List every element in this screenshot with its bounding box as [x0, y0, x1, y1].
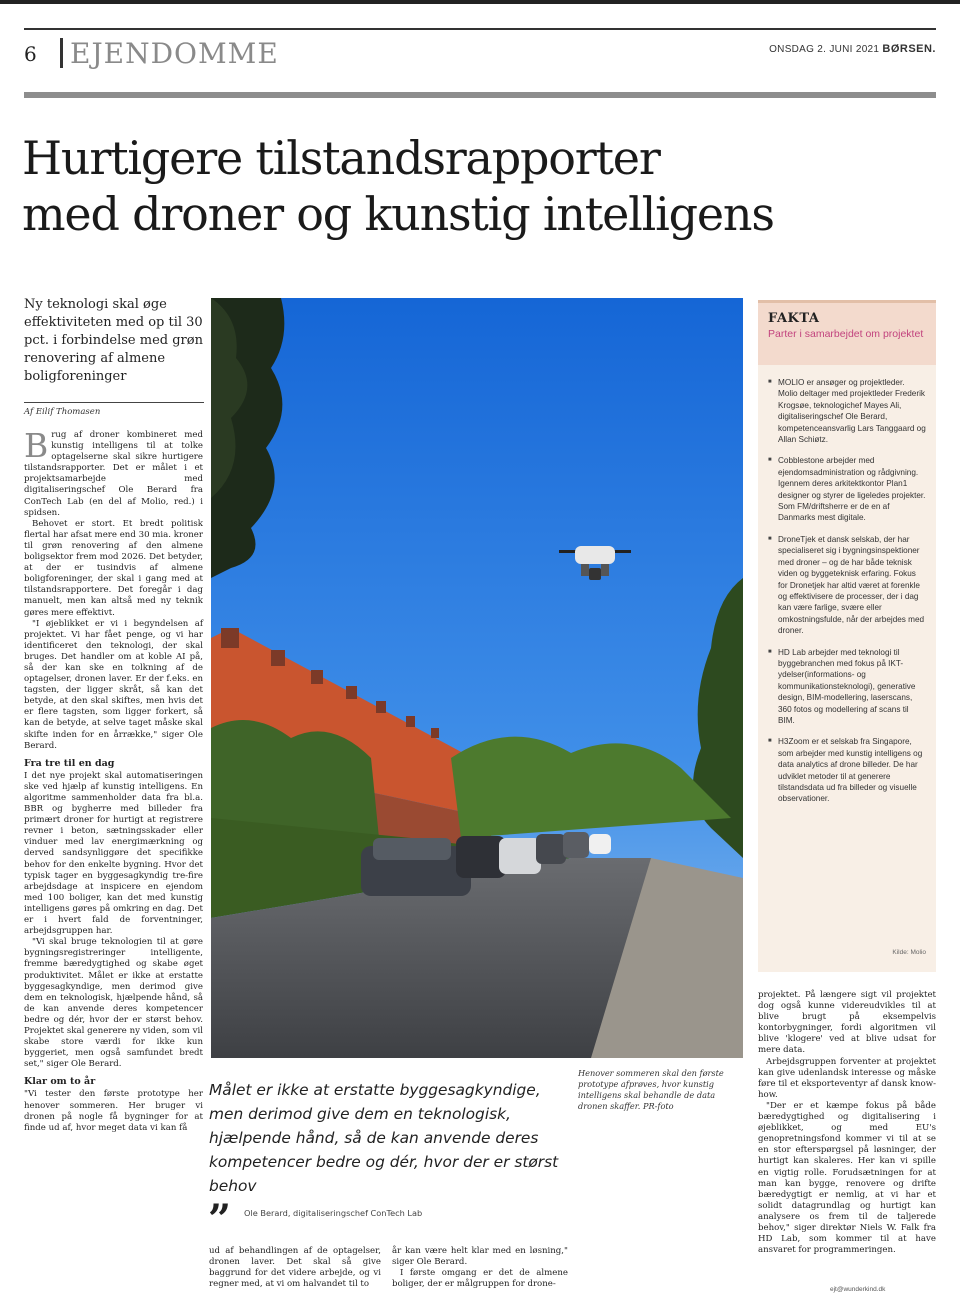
publication-name: BØRSEN. [882, 43, 936, 55]
dateline [769, 43, 936, 55]
body-paragraph: år kan være helt klar med en løsning," siger Ole Berard. [392, 1246, 568, 1268]
fakta-title: FAKTA [768, 311, 820, 326]
body-paragraph: Arbejdsgruppen forventer at projektet kan give udenlandsk interesse og måske føre til et eksporteventyr af dansk know-how. [758, 1056, 936, 1100]
body-paragraph: projektet. På længere sigt vil projektet dog også kunne videreudvikles til at blive brugt på eksempelvis kontorbygninger, fordi algoritmen vil blive 'klogere' ved at blive udsat for mere data. [758, 990, 936, 1056]
body-paragraph: ud af behandlingen af de optagelser, dronen laver. Det skal så give baggrund for det videre arbejde, og vi regner med, at vi om halvandet til to [209, 1246, 381, 1290]
photo-caption: Henover sommeren skal den første prototype afprøves, hvor kunstig intelligens skal behandle de data dronen skaffer. PR-foto [578, 1068, 724, 1111]
byline: Af Eilif Thomasen [24, 402, 204, 417]
body-paragraph: "Vi tester den første prototype her henover sommeren. Her bruger vi dronen på nogle få bygninger for at finde ud af, hvor meget data vi kan få [24, 1089, 203, 1133]
drone-photo [211, 298, 743, 1058]
subheading: Fra tre til en dag [24, 757, 115, 769]
fakta-item: ■ DroneTjek et dansk selskab, der har specialiseret sig i bygningsinspektioner med droner – og de har både teknisk viden og byggeteknisk erfaring. Fokus for Dronetjek har altid været at forenkle og effektivisere de processer, der i dag kan være farlige, svære eller omkostningsfulde, når der arbejdes med droner. [768, 534, 926, 637]
body-paragraph: Behovet er stort. Et bredt politisk flertal har afsat mere end 30 mia. kroner til grøn renovering af den almene boligsektor frem mod 2026. Det betyder, at der er tusindvis af almene boligforeninger, der skal i gang med at tilstandsrapportere. Det foregår i dag manuelt, men kan altså med ny teknik gøres mere effektivt. [24, 518, 203, 618]
dropcap: B [24, 426, 49, 465]
fakta-subtitle: Parter i samarbejdet om projektet [768, 328, 924, 340]
page-number: 6 [24, 42, 37, 66]
subheading: Klar om to år [24, 1076, 96, 1088]
section-title: EJENDOMME [70, 37, 279, 70]
fakta-list [758, 365, 936, 805]
body-column-4 [758, 990, 936, 1256]
article-deck: Ny teknologi skal øge effektiviteten med op til 30 pct. i forbindelse med grøn renovering af almene boligforeninger [24, 297, 203, 384]
quote-attribution: Ole Berard, digitaliseringschef ConTech Lab [244, 1208, 423, 1218]
fakta-item: ■ H3Zoom er et selskab fra Singapore, som arbejder med kunstig intelligens og data analytics af drone billeder. De har udviklet metoder til at generere tilstandsdata ud fra billeder og visuelle observationer. [768, 736, 926, 804]
section-divider [60, 38, 63, 68]
body-column-3 [392, 1246, 568, 1290]
headline-line-1: Hurtigere tilstandsrapporter [22, 131, 660, 185]
body-paragraph: I første omgang er det de almene boliger, der er målgruppen for drone- [392, 1268, 568, 1290]
body-paragraph: Brug af droner kombineret med kunstig intelligens til at tolke optagelserne skal sikre hurtigere tilstandsrapporter. Det er målet i et projektsamarbejde med digitaliseringschef Ole Berard fra ConTech Lab (en del af Molio, red.) i spidsen. [24, 426, 203, 518]
issue-date: ONSDAG 2. JUNI 2021 [769, 44, 880, 55]
body-column-2 [209, 1246, 381, 1290]
quote-mark-icon: ” [208, 1196, 232, 1243]
body-paragraph: "I øjeblikket er vi i begyndelsen af projektet. Vi har fået penge, og vi har identificeret den teknologi, der skal bruges. Det handler om at koble AI på, så der kan ske en tolkning af de optagelser, dronen laver. Er der f.eks. en tagsten, der ligger skråt, så kan det betyde, at den skal skiftes, men hvis det er flere tagsten, som ligger forkert, så kan de betyde, at selve taget måske skal skifte inden for en årrække," siger Ole Berard. [24, 618, 203, 751]
headline-line-2: med droner og kunstig intelligens [22, 187, 774, 241]
body-paragraph: I det nye projekt skal automatiseringen ske ved hjælp af kunstig intelligens. En algoritme sammenholder data fra bl.a. BBR og bygherre med billeder fra primært droner for hurtigt at registrere revner i beton, sætningsskader eller vinduer med lav energimærkning og derved sandsynliggøre det specifikke behov for den enkelte bygning. Hvor det typisk tager en byggesagkyndig tre-fire arbejdsdage at inspicere en ejendom med 100 boliger, kan det med kunstig intelligens gøres på omkring en dag. Det er i hvert fald de forventninger, arbejdsgruppen har. [24, 770, 203, 937]
fakta-item: ■ Cobblestone arbejder med ejendomsadministration og rådgivning. Igennem deres arkitektkontor Plan1 designer og styrer de ligeledes projekter. Som FM/driftsherre er de en af Danmarks mest digitale. [768, 455, 926, 523]
body-column-1 [24, 426, 203, 1134]
page-header [24, 28, 936, 98]
author-email: ejt@wunderkind.dk [830, 1286, 886, 1293]
top-border [0, 0, 960, 4]
header-rule [24, 92, 936, 98]
body-paragraph: "Der er et kæmpe fokus på både bæredygtighed og digitalisering i øjeblikket, og med EU's genopretningsfond kommer vi til at se en stor efterspørgsel på løsninger, der hurtigt kan skaleres. Her kan vi spille en vigtig rolle. Forudsætningen for at man kan bygge, renovere og drifte bæredygtigt er nemlig, at vi har et solidt datagrundlag og hurtigt kan analysere os frem til de taljerede behov," siger direktør Niels W. Falk fra HD Lab, som kommer til at have ansvaret for programmeringen. [758, 1100, 936, 1256]
fakta-source: Kilde: Molio [892, 949, 926, 956]
headline [22, 130, 942, 242]
fakta-item: ■ HD Lab arbejder med teknologi til byggebranchen med fokus på IKT-ydelser(informations- og kommunikationsteknologi), generative design, BIM-modellering, laserscans, 360 fotos og modellering af scans til BIM. [768, 647, 926, 727]
fakta-header [758, 303, 936, 365]
body-paragraph: "Vi skal bruge teknologien til at gøre bygningsregistreringer intelligente, fremme bæredygtighed og skabe øget produktivitet. Målet er ikke at erstatte byggesagkyndige, men derimod give dem en teknologisk, hjælpende hånd, så de kan anvende deres kompetencer bedre og dér, hvor der er størst behov. Projektet skal generere ny viden, som vil skabe store værdi for ikke kun byggeriet, men også samfundet bredt set," siger Ole Berard. [24, 937, 203, 1070]
pull-quote: Målet er ikke at erstatte byggesagkyndige, men derimod give dem en teknologisk, hjælpende hånd, så de kan anvende deres kompetencer bedre og dér, hvor der er størst behov [209, 1081, 559, 1195]
drone-photo-illustration [211, 298, 743, 1058]
fakta-item: ■ MOLIO er ansøger og projektleder. Molio deltager med projektleder Frederik Krogsøe, teknologichef Mayes Ali, digitaliseringschef Ole Berard, kompetenceansvarlig Lars Tanggaard og Allan Schiøtz. [768, 377, 926, 445]
fakta-box [758, 300, 936, 972]
